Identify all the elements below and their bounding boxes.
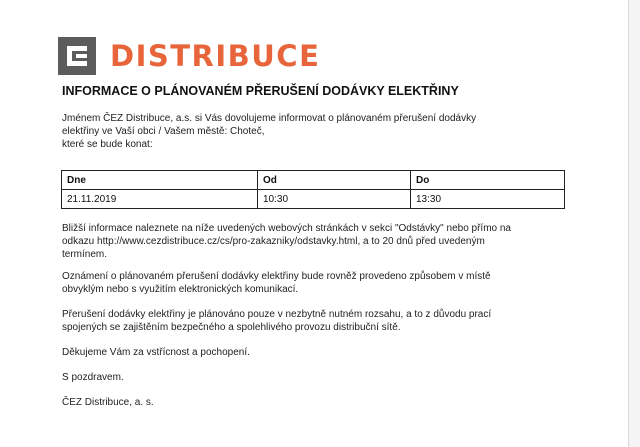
cez-logo-icon [58, 37, 96, 75]
logo-text: DISTRIBUCE [110, 39, 321, 73]
info-line: termínem. [62, 249, 108, 260]
cell-to: 13:30 [411, 190, 565, 209]
notice-paragraph [62, 270, 552, 296]
reason-paragraph [62, 308, 552, 334]
info-line: Bližší informace naleznete na níže uvedených webových stránkách v sekci "Odstávky" nebo přímo na [62, 223, 511, 234]
table-header-row [62, 171, 565, 190]
intro-line: které se bude konat: [62, 139, 153, 150]
column-header-to: Do [411, 171, 565, 190]
reason-line: spojených se zajištěním bezpečného a spolehlivého provozu distribuční sítě. [62, 322, 401, 333]
notice-line: obvyklým nebo s využitím elektronických komunikací. [62, 284, 299, 295]
company-logo [58, 36, 320, 76]
intro-paragraph [62, 112, 552, 151]
cell-from: 10:30 [258, 190, 411, 209]
outage-table [61, 170, 565, 209]
greeting-text: S pozdravem. [62, 372, 124, 383]
info-line: odkazu http://www.cezdistribuce.cz/cs/pro-zakazniky/odstavky.html, a to 20 dnů před uvedeným [62, 236, 485, 247]
column-header-date: Dne [62, 171, 258, 190]
thanks-text: Děkujeme Vám za vstřícnost a pochopení. [62, 347, 250, 358]
page-title: INFORMACE O PLÁNOVANÉM PŘERUŠENÍ DODÁVKY ELEKTŘINY [62, 84, 459, 98]
cell-date: 21.11.2019 [62, 190, 258, 209]
column-header-from: Od [258, 171, 411, 190]
info-paragraph [62, 222, 552, 261]
reason-line: Přerušení dodávky elektřiny je plánováno pouze v nezbytně nutném rozsahu, a to z důvodu prací [62, 309, 492, 320]
table-row [62, 190, 565, 209]
intro-line: elektřiny ve Vaší obci / Vašem městě: Choteč, [62, 126, 265, 137]
intro-line: Jménem ČEZ Distribuce, a.s. si Vás dovolujeme informovat o plánovaném přerušení dodávky [62, 113, 477, 124]
signature-text: ČEZ Distribuce, a. s. [62, 397, 154, 408]
notice-line: Oznámení o plánovaném přerušení dodávky elektřiny bude rovněž provedeno způsobem v místě [62, 271, 491, 282]
vertical-scrollbar[interactable] [629, 0, 640, 447]
